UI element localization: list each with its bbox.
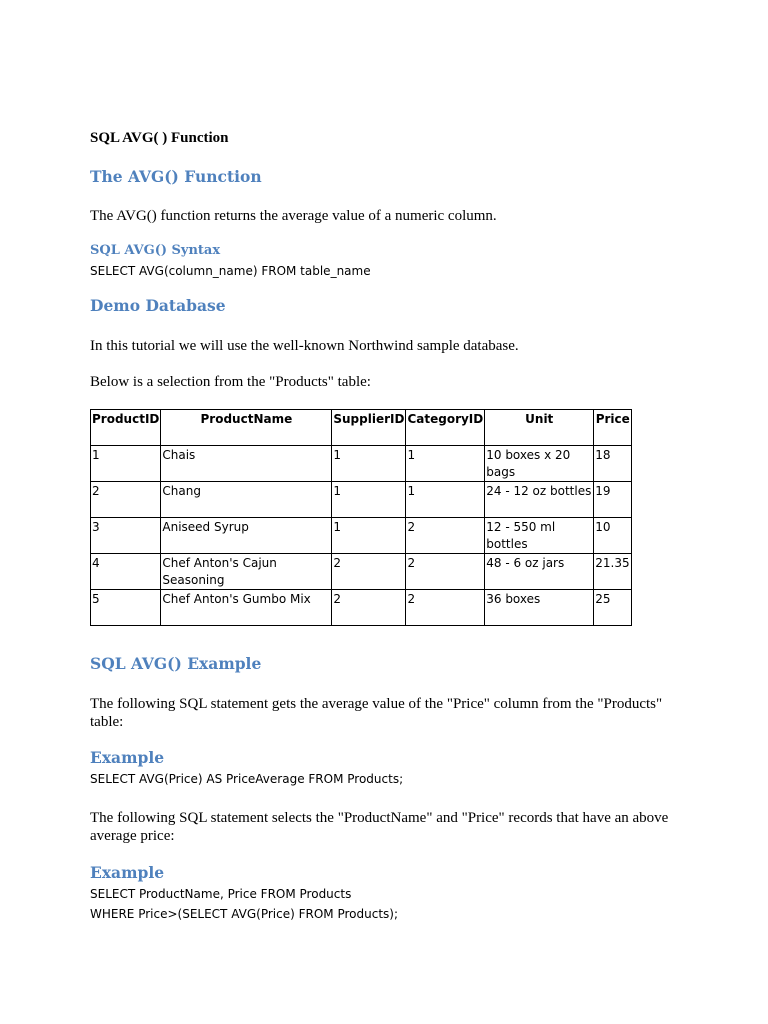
- demo-database-heading: Demo Database: [90, 296, 226, 315]
- cell-price: 18: [594, 446, 632, 482]
- header-productname: ProductName: [161, 410, 332, 446]
- cell-productname: Chef Anton's Cajun Seasoning: [161, 554, 332, 590]
- example-section-heading: SQL AVG() Example: [90, 654, 262, 673]
- cell-productid: 3: [91, 518, 161, 554]
- example-description: The following SQL statement gets the average value of the "Price" column from the "Products" table:: [90, 696, 663, 730]
- cell-unit: 24 - 12 oz bottles: [485, 482, 594, 518]
- cell-supplierid: 2: [332, 590, 406, 626]
- cell-productid: 1: [91, 446, 161, 482]
- demo-database-text: In this tutorial we will use the well-known Northwind sample database.: [90, 338, 519, 354]
- table-row: [91, 482, 632, 518]
- cell-categoryid: 2: [406, 554, 485, 590]
- cell-categoryid: 2: [406, 590, 485, 626]
- cell-price: 10: [594, 518, 632, 554]
- header-supplierid: SupplierID: [332, 410, 406, 446]
- example2-code-line2: WHERE Price>(SELECT AVG(Price) FROM Products);: [90, 907, 398, 921]
- cell-supplierid: 1: [332, 446, 406, 482]
- header-unit: Unit: [485, 410, 594, 446]
- cell-price: 19: [594, 482, 632, 518]
- cell-productname: Chef Anton's Gumbo Mix: [161, 590, 332, 626]
- cell-supplierid: 1: [332, 518, 406, 554]
- cell-productname: Aniseed Syrup: [161, 518, 332, 554]
- cell-supplierid: 2: [332, 554, 406, 590]
- example2-code-line1: SELECT ProductName, Price FROM Products: [90, 887, 352, 901]
- selection-text: Below is a selection from the "Products" table:: [90, 374, 371, 390]
- cell-productid: 4: [91, 554, 161, 590]
- cell-categoryid: 1: [406, 446, 485, 482]
- example2-description: The following SQL statement selects the "ProductName" and "Price" records that have an above average price:: [90, 810, 669, 844]
- header-price: Price: [594, 410, 632, 446]
- table-row: [91, 518, 632, 554]
- cell-categoryid: 1: [406, 482, 485, 518]
- example2-label: Example: [90, 863, 165, 882]
- cell-categoryid: 2: [406, 518, 485, 554]
- table-row: [91, 554, 632, 590]
- header-categoryid: CategoryID: [406, 410, 485, 446]
- cell-productid: 2: [91, 482, 161, 518]
- table-row: [91, 446, 632, 482]
- example1-code: SELECT AVG(Price) AS PriceAverage FROM Products;: [90, 772, 404, 786]
- cell-productname: Chang: [161, 482, 332, 518]
- cell-price: 21.35: [594, 554, 632, 590]
- cell-unit: 12 - 550 ml bottles: [485, 518, 594, 554]
- section-heading-avg-function: The AVG() Function: [90, 167, 262, 186]
- document-title: SQL AVG( ) Function: [90, 130, 229, 146]
- products-table: [90, 409, 632, 626]
- cell-productname: Chais: [161, 446, 332, 482]
- syntax-heading: SQL AVG() Syntax: [90, 243, 221, 258]
- cell-supplierid: 1: [332, 482, 406, 518]
- table-header-row: [91, 410, 632, 446]
- cell-price: 25: [594, 590, 632, 626]
- cell-unit: 36 boxes: [485, 590, 594, 626]
- example1-label: Example: [90, 748, 165, 767]
- cell-unit: 10 boxes x 20 bags: [485, 446, 594, 482]
- cell-productid: 5: [91, 590, 161, 626]
- avg-description: The AVG() function returns the average value of a numeric column.: [90, 208, 497, 224]
- header-productid: ProductID: [91, 410, 161, 446]
- table-row: [91, 590, 632, 626]
- cell-unit: 48 - 6 oz jars: [485, 554, 594, 590]
- syntax-code: SELECT AVG(column_name) FROM table_name: [90, 264, 371, 278]
